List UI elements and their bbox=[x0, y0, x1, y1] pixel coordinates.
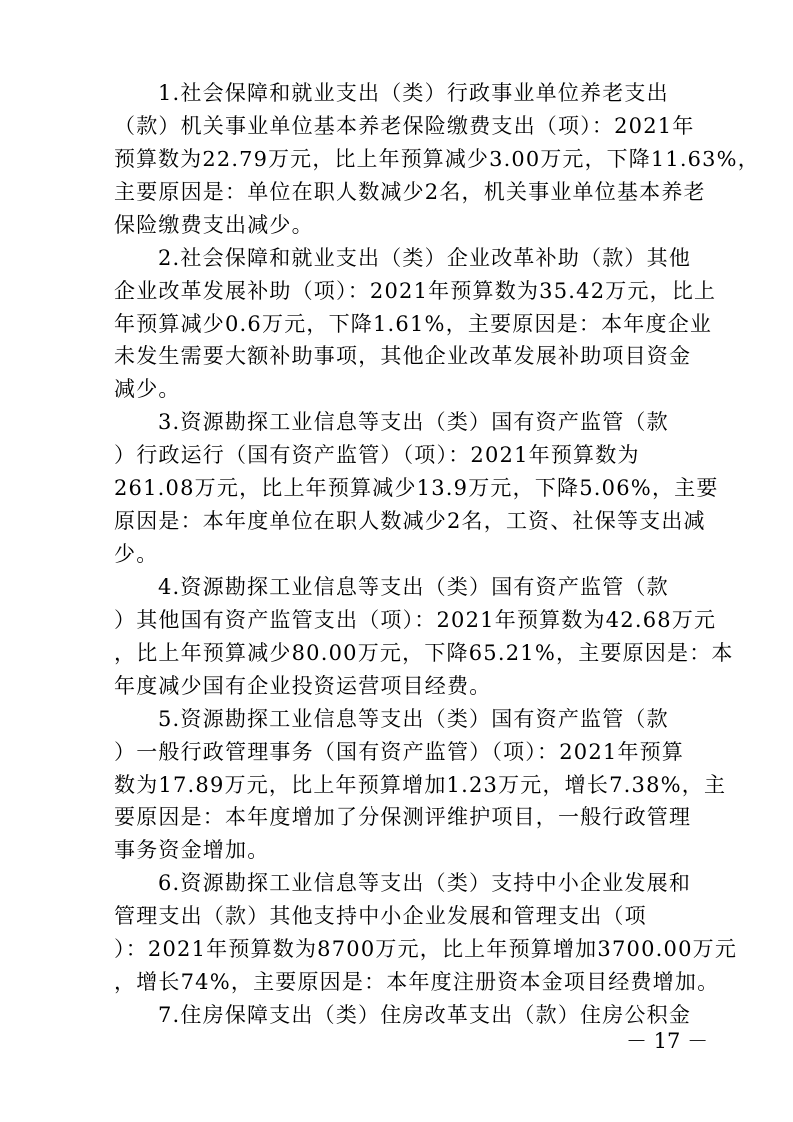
paragraph-7-line-1: 7.住房保障支出（类）住房改革支出（款）住房公积金 bbox=[158, 1003, 692, 1027]
page-number: － 17 － bbox=[626, 1029, 709, 1053]
paragraph-2-line-4: 未发生需要大额补助事项，其他企业改革发展补助项目资金 bbox=[114, 344, 692, 368]
paragraph-3-line-5: 少。 bbox=[114, 542, 159, 566]
paragraph-4-line-4: 年度减少国有企业投资运营项目经费。 bbox=[114, 674, 492, 698]
paragraph-1-line-2: （款）机关事业单位基本养老保险缴费支出（项）：2021年 bbox=[114, 114, 695, 138]
paragraph-4-line-1: 4.资源勘探工业信息等支出（类）国有资产监管（款 bbox=[158, 575, 669, 599]
paragraph-2-line-5: 减少。 bbox=[114, 377, 181, 401]
paragraph-2-line-3: 年预算减少0.6万元，下降1.61%，主要原因是：本年度企业 bbox=[114, 312, 713, 336]
paragraph-1-line-3: 预算数为22.79万元，比上年预算减少3.00万元，下降11.63%， bbox=[114, 147, 760, 171]
paragraph-4-line-2: ）其他国有资产监管支出（项）：2021年预算数为42.68万元 bbox=[114, 608, 717, 632]
paragraph-5-line-1: 5.资源勘探工业信息等支出（类）国有资产监管（款 bbox=[158, 707, 669, 731]
paragraph-3-line-1: 3.资源勘探工业信息等支出（类）国有资产监管（款 bbox=[158, 410, 669, 434]
paragraph-4-line-3: ，比上年预算减少80.00万元，下降65.21%，主要原因是：本 bbox=[114, 641, 734, 665]
paragraph-6-line-4: ，增长74%，主要原因是：本年度注册资本金项目经费增加。 bbox=[114, 970, 720, 994]
paragraph-6-line-3: ）：2021年预算数为8700万元，比上年预算增加3700.00万元 bbox=[114, 937, 738, 961]
paragraph-3-line-4: 原因是：本年度单位在职人数减少2名，工资、社保等支出减 bbox=[114, 509, 706, 533]
paragraph-6-line-2: 管理支出（款）其他支持中小企业发展和管理支出（项 bbox=[114, 904, 647, 928]
paragraph-6-line-1: 6.资源勘探工业信息等支出（类）支持中小企业发展和 bbox=[158, 871, 692, 895]
paragraph-2-line-1: 2.社会保障和就业支出（类）企业改革补助（款）其他 bbox=[158, 246, 692, 270]
paragraph-1-line-1: 1.社会保障和就业支出（类）行政事业单位养老支出 bbox=[158, 81, 669, 105]
paragraph-1-line-4: 主要原因是：单位在职人数减少2名，机关事业单位基本养老 bbox=[114, 180, 706, 204]
paragraph-5-line-4: 要原因是：本年度增加了分保测评维护项目，一般行政管理 bbox=[114, 805, 692, 829]
paragraph-3-line-3: 261.08万元，比上年预算减少13.9万元，下降5.06%，主要 bbox=[114, 476, 719, 500]
paragraph-5-line-2: ）一般行政管理事务（国有资产监管）（项）：2021年预算 bbox=[114, 740, 685, 764]
paragraph-5-line-5: 事务资金增加。 bbox=[114, 838, 270, 862]
paragraph-2-line-2: 企业改革发展补助（项）：2021年预算数为35.42万元，比上 bbox=[114, 279, 717, 303]
paragraph-3-line-2: ）行政运行（国有资产监管）（项）：2021年预算数为 bbox=[114, 443, 640, 467]
paragraph-1-line-5: 保险缴费支出减少。 bbox=[114, 213, 314, 237]
paragraph-5-line-3: 数为17.89万元，比上年预算增加1.23万元，增长7.38%，主 bbox=[114, 773, 727, 797]
